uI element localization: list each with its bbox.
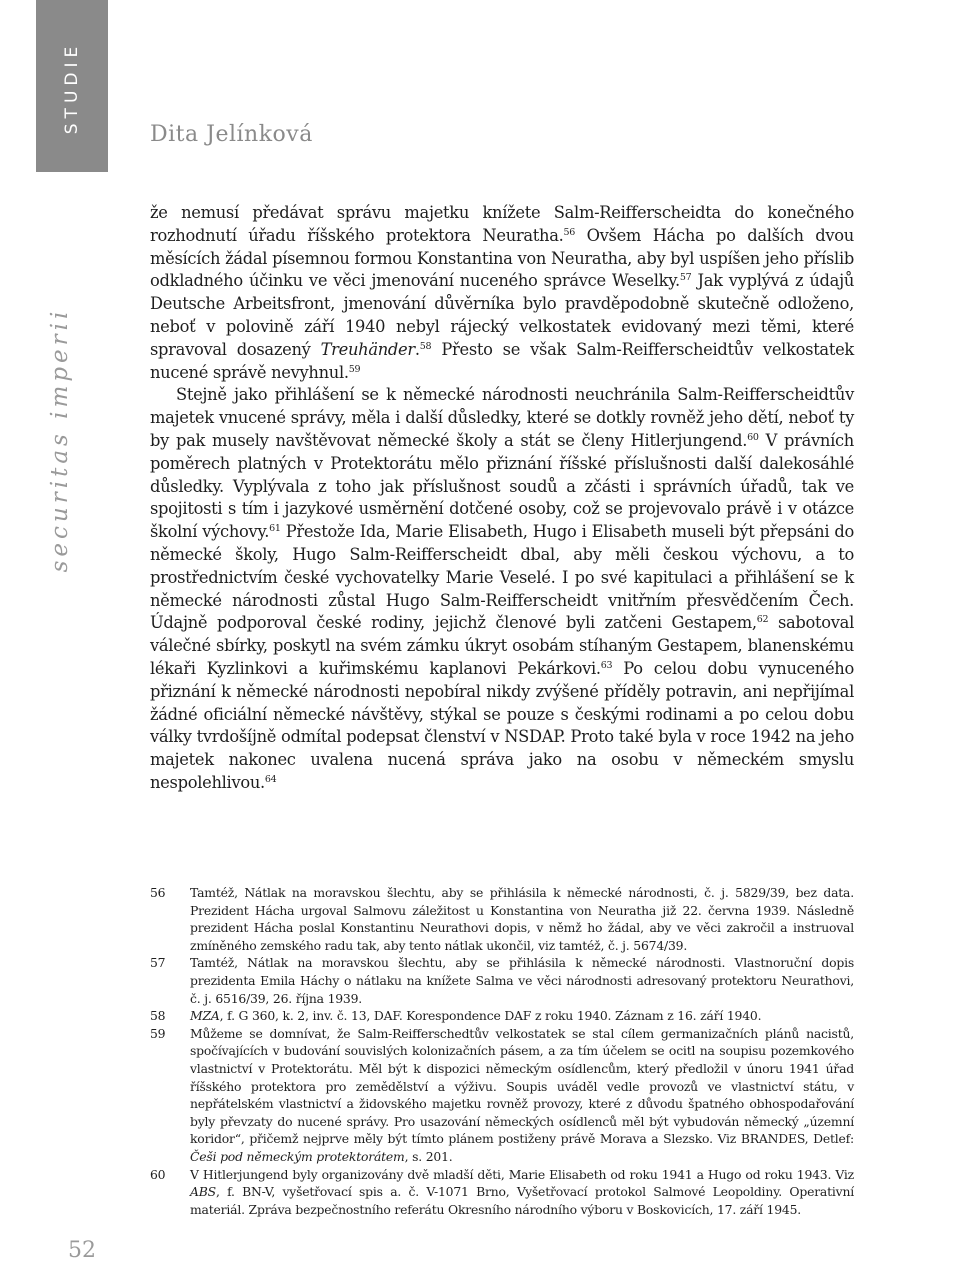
- text-run: sabotoval válečné sbírky, poskytl na svém zámku úkryt osobám stíhaným Gestapem, blanenskému lékaři Kyzlinkovi a kuřimskému kaplanovi Pekárkovi.: [150, 613, 854, 678]
- paragraph: [150, 384, 854, 794]
- footnote-ref: 60: [747, 431, 759, 443]
- footnote-text: [190, 954, 854, 1007]
- footnote-text: [190, 1025, 854, 1166]
- text-run: Přestože Ida, Marie Elisabeth, Hugo i Elisabeth museli být přepsáni do německé školy, Hugo Salm-Reifferscheidt dbal, aby měli českou výchovu, a to prostřednictvím české vychovatelky Marie Veselé. I po své kapitulaci a přihlášení se k německé národnosti zůstal Hugo Salm-Reifferscheidt vnitřním přesvědčením Čech. Údajně podporoval české rodiny, jejichž členové byli zatčeni Gestapem,: [150, 522, 855, 633]
- text-run: , f. G 360, k. 2, inv. č. 13, DAF. Korespondence DAF z roku 1940. Záznam z 16. září 1940.: [219, 1008, 762, 1024]
- italic-term: ABS: [190, 1184, 216, 1200]
- footnote-number: 60: [150, 1166, 166, 1182]
- page-number: 52: [68, 1238, 96, 1263]
- section-label: STUDIE: [62, 41, 82, 135]
- text-run: , s. 201.: [404, 1148, 453, 1164]
- text-run: že nemusí předávat správu majetku knížete Salm-Reifferscheidta do konečného rozhodnutí úřadu říšského protektora Neuratha.: [150, 203, 854, 245]
- journal-title: securitas imperii: [47, 307, 73, 573]
- footnote-ref: 59: [348, 363, 361, 375]
- footnotes: [150, 884, 854, 1218]
- footnote-ref: 62: [756, 614, 769, 626]
- text-run: , f. BN-V, vyšetřovací spis a. č. V-1071 Brno, Vyšetřovací protokol Salmové Leopoldiny. Operativní materiál. Zpráva bezpečnostního referátu Okresního národního výboru v Boskovicích, 17. září 1945.: [190, 1184, 854, 1217]
- footnote: [150, 1166, 854, 1219]
- footnote-text: [190, 884, 854, 954]
- italic-term: Češi pod německým protektorátem: [190, 1148, 405, 1164]
- paragraph: [150, 202, 854, 384]
- text-run: Jak vyplývá z údajů Deutsche Arbeitsfront, jmenování důvěrníka bylo pravděpodobně skutečně odloženo, neboť v polovině září 1940 nebyl rájecký velkostatek evidovaný mezi těmi, které spravoval dosazený: [150, 271, 854, 359]
- footnote-ref: 58: [419, 340, 432, 352]
- text-run: Ovšem Hácha po dalších dvou měsících žádal písemnou formou Konstantina von Neuratha, aby byl uspíšen jeho příslib odkladného účinku ve věci jmenování nuceného správce Weselky.: [150, 225, 854, 291]
- footnote: [150, 954, 854, 1007]
- text-run: Můžeme se domnívat, že Salm-Reifferschedtův velkostatek se stal cílem germanizačních plánů nacistů, spočívajících v budování souvislých kolonizačních pásem, a za tím účelem se ocitl na soupisu pozemkového vlastnictví v Protektorátu. Měl být k dispozici německým osídlencům, který předložil v únoru 1941 úřad říšského protektora pro zemědělství a výživu. Soupis uváděl vedle provozů ve vlastnictví státu, v nepřátelském vlastnictví a židovského majetku rovněž provozy, které z důvodu špatného obhospodařování byly převzaty do nucené správy. Pro usazování německých osídlenců měl být vybudován německý „územní koridor“, přičemž nejprve měly být tímto plánem postiženy právě Morava a Slezsko. Viz BRANDES, Detlef:: [190, 1025, 854, 1147]
- italic-term: MZA: [190, 1008, 220, 1024]
- footnote-text: [190, 1166, 854, 1219]
- footnote-number: 58: [150, 1008, 166, 1024]
- text-run: .: [414, 339, 420, 359]
- italic-term: Treuhänder: [320, 339, 415, 359]
- footnote-ref: 57: [679, 272, 692, 284]
- footnote: [150, 1007, 854, 1025]
- footnote-number: 59: [150, 1025, 166, 1041]
- text-run: Tamtéž, Nátlak na moravskou šlechtu, aby se přihlásila k německé národnosti. Vlastnoruční dopis prezidenta Emila Háchy o nátlaku na knížete Salma ve věci národnosti adresovaný protektoru Neurathovi, č. j. 6516/39, 26. října 1939.: [190, 955, 854, 1006]
- text-run: Po celou dobu vynuceného přiznání k německé národnosti nepobíral nikdy zvýšené příděly potravin, ani nepřijímal žádné oficiální německé návštěvy, stýkal se pouze s českými rodinami a po celou dobu války tvrdošíjně odmítal podepsat členství v NSDAP. Proto také byla v roce 1942 na jeho majetek nakonec uvalena nucená správa jako na osobu v německém smyslu nespolehlivou.: [150, 658, 854, 792]
- text-run: Tamtéž, Nátlak na moravskou šlechtu, aby se přihlásila k německé národnosti, č. j. 5829/39, bez data. Prezident Hácha urgoval Salmovu záležitost u Konstantina von Neuratha již 22. června 1939. Následně prezident Hácha poslal Konstantinu Neurathovi dopis, v němž ho žádal, aby ve věci zakročil a instruoval zmíněného zemského radu tak, aby tento nátlak ukončil, viz tamtéž, č. j. 5674/39.: [190, 885, 854, 953]
- article-body: [150, 202, 854, 795]
- footnote-ref: 61: [269, 523, 281, 535]
- author-name: Dita Jelínková: [150, 122, 313, 147]
- section-tab: [36, 0, 108, 172]
- footnote-ref: 64: [264, 773, 277, 785]
- footnote: [150, 884, 854, 954]
- footnote-text: [190, 1007, 854, 1025]
- footnote-ref: 63: [600, 659, 613, 671]
- footnote-number: 56: [150, 885, 166, 900]
- footnote: [150, 1025, 854, 1166]
- text-run: V právních poměrech platných v Protektorátu mělo přiznání říšské příslušnosti další dalekosáhlé důsledky. Vyplývala z toho jak příslušnost soudů a zčásti i správních úřadů, tak ve spojitosti s tím i jazykové usměrnění dotčené osoby, což se projevovalo právě i v otázce školní výchovy.: [150, 430, 854, 542]
- text-run: Přesto se však Salm-Reifferscheidtův velkostatek nucené správě nevyhnul.: [150, 339, 854, 382]
- text-run: Stejně jako přihlášení se k německé národnosti neuchránila Salm-Reifferscheidtův majetek vnucené správy, měla i další důsledky, které se dotkly rovněž jeho dětí, neboť ty by pak musely navštěvovat německé školy a stát se členy Hitlerjungend.: [150, 385, 854, 450]
- footnote-ref: 56: [563, 226, 575, 238]
- footnote-number: 57: [150, 955, 166, 971]
- text-run: V Hitlerjungend byly organizovány dvě mladší děti, Marie Elisabeth od roku 1941 a Hugo od roku 1943. Viz: [190, 1166, 854, 1182]
